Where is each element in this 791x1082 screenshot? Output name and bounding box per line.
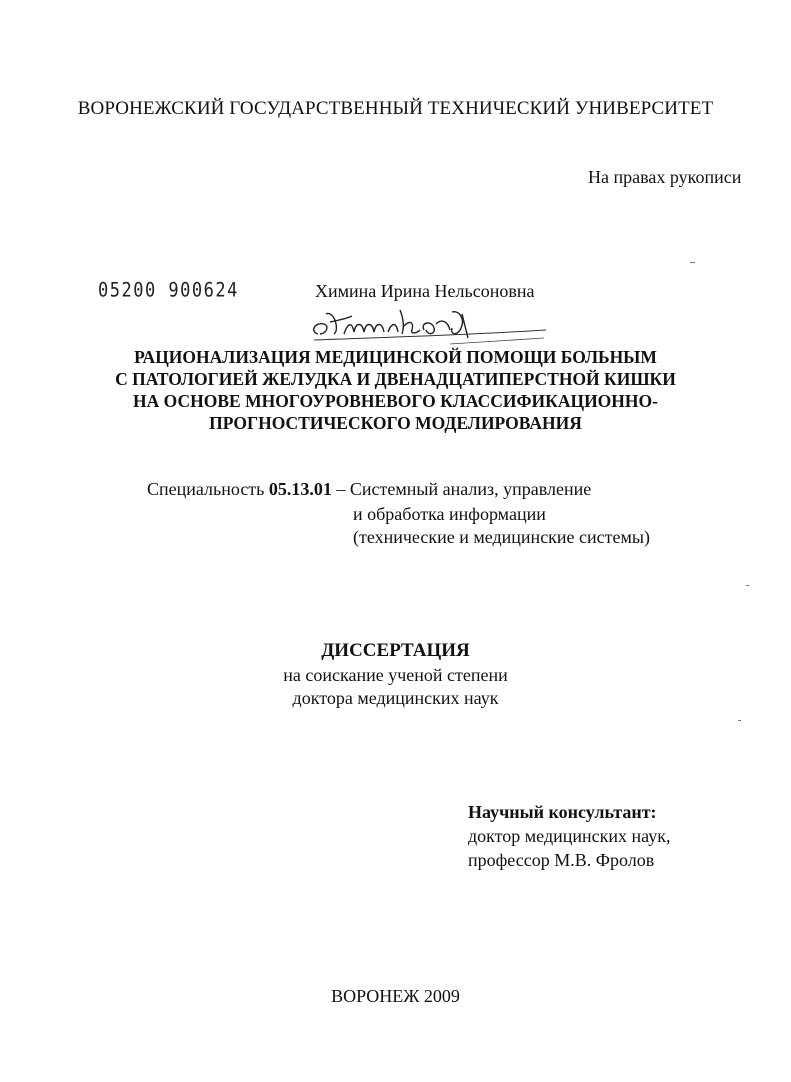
author-signature (300, 300, 550, 348)
catalog-stamp-number: 05200 900624 (98, 279, 239, 302)
specialty-code: 05.13.01 (268, 479, 332, 499)
title-line: ПРОГНОСТИЧЕСКОГО МОДЕЛИРОВАНИЯ (209, 413, 582, 433)
consultant-heading: Научный консультант: (468, 802, 657, 822)
title-line: РАЦИОНАЛИЗАЦИЯ МЕДИЦИНСКОЙ ПОМОЩИ БОЛЬНЫМ (134, 347, 657, 367)
manuscript-rights-note: На правах рукописи (588, 167, 742, 187)
scan-speck (690, 262, 695, 263)
city-year: ВОРОНЕЖ 2009 (331, 986, 460, 1006)
title-line: С ПАТОЛОГИЕЙ ЖЕЛУДКА И ДВЕНАДЦАТИПЕРСТНОЙ КИШКИ (115, 369, 676, 389)
specialty-line-1: Системный анализ, управление (349, 479, 592, 499)
consultant-degree: доктор медицинских наук, (468, 826, 671, 846)
consultant-name: профессор М.В. Фролов (468, 850, 655, 870)
university-name: ВОРОНЕЖСКИЙ ГОСУДАРСТВЕННЫЙ ТЕХНИЧЕСКИЙ УНИВЕРСИТЕТ (77, 98, 714, 119)
scan-speck (738, 720, 741, 721)
specialty-label: Специальность (147, 479, 265, 499)
title-line: НА ОСНОВЕ МНОГОУРОВНЕВОГО КЛАССИФИКАЦИОННО- (133, 391, 658, 411)
specialty-line-2: и обработка информации (353, 504, 546, 524)
document-type: ДИССЕРТАЦИЯ (321, 640, 470, 661)
dissertation-title (0, 346, 791, 434)
degree-line-2: доктора медицинских наук (292, 688, 499, 708)
scan-speck (746, 585, 749, 586)
degree-line-1: на соискание ученой степени (283, 665, 508, 685)
author-name: Химина Ирина Нельсоновна (315, 281, 535, 301)
specialty-row (147, 479, 591, 500)
specialty-dash: – (336, 479, 346, 499)
specialty-line-3: (технические и медицинские системы) (353, 527, 650, 547)
